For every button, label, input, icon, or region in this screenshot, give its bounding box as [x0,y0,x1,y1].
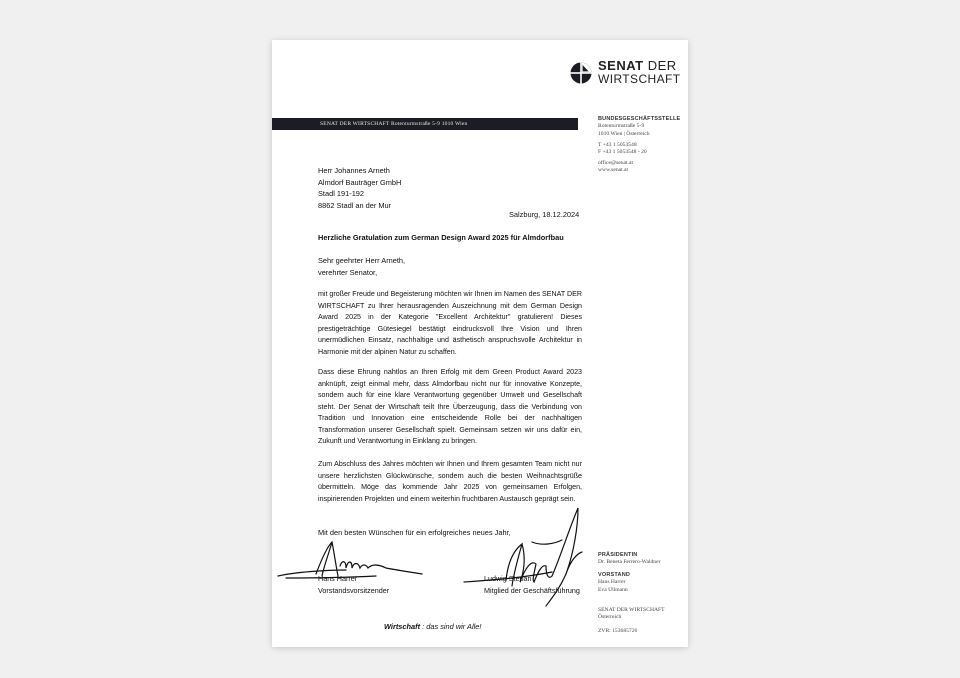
signatory-stepan [484,573,580,597]
board-name: Eva Ullmann [598,586,628,593]
brand-line-2: WIRTSCHAFT [598,72,681,86]
senat-logo-icon [570,62,592,84]
sidebar-board [598,572,630,594]
brand-line-1: SENAT DER [598,58,677,73]
salutation-line: Sehr geehrter Herr Arneth, [318,256,406,265]
sidebar-zvr [598,628,637,635]
office-line: 1010 Wien | Österreich [598,130,650,137]
signatory-title: Mitglied der Geschäftsführung [484,586,580,595]
signatory-name: Hans Harrer [318,574,358,583]
body-paragraph: mit großer Freude und Begeisterung möchten wir Ihnen im Namen des SENAT DER WIRTSCHAFT zu Ihrer herausragenden Auszeichnung mit dem German Design Award 2025 in der Kategorie "Excellent Architektur" gratulieren! Dieses prestigeträchtige Gütesiegel bestätigt eindrucksvoll Ihre Vision und Ihren unermüdlichen Einsatz, nachhaltige und ästhetisch anspruchsvolle Architektur in Harmonie mit der alpinen Natur zu schaffen. [318,290,582,356]
address-line: Herr Johannes Arneth [318,166,390,175]
website: www.senat.at [598,167,629,174]
letter-page [272,40,688,647]
signatory-harrer [318,573,389,597]
closing-line: Mit den besten Wünschen für ein erfolgreiches neues Jahr, [318,528,511,537]
sidebar-phone-block [598,142,647,157]
body-paragraph: Zum Abschluss des Jahres möchten wir Ihnen und Ihrem gesamten Team nicht nur unsere herzlichsten Glückwünsche, sondern auch die besten Weihnachtsgrüße übermitteln. Möge das kommende Jahr 2025 von gemeinsamen Erfolgen, inspirierenden Projekten und einem weiterhin fruchtbaren Austausch geprägt sein. [318,460,582,503]
board-heading: VORSTAND [598,572,631,578]
body-paragraph: Dass diese Ehrung nahtlos an Ihren Erfolg mit dem Green Product Award 2023 anknüpft, zeigt einmal mehr, dass Almdorfbau nicht nur für innovative Konzepte, sondern auch für eine klare Verantwortung gegenüber Umwelt und Gesellschaft steht. Der Senat der Wirtschaft teilt Ihre Überzeugung, dass die Verbindung von Tradition und Innovation eine entscheidende Rolle bei der nachhaltigen Transformation unserer Gesellschaft spielt. Gemeinsam setzen wir uns dafür ein, Zukunft und Verantwortung in Einklang zu bringen. [318,368,582,446]
letter-subject: Herzliche Gratulation zum German Design Award 2025 für Almdorfbau [318,233,564,242]
zvr-number: ZVR: 153685726 [598,628,638,634]
address-line: Almdorf Bauträger GmbH [318,177,402,187]
president-heading: PRÄSIDENTIN [598,552,638,558]
salutation [318,255,405,278]
email-address: office@senat.at [598,160,634,166]
sidebar-president [598,552,660,567]
org-country: Österreich [598,614,622,621]
sidebar-office [598,116,680,138]
board-name: Hans Harrer [598,579,626,586]
letterhead-bar: SENAT DER WIRTSCHAFT Rotenturmstraße 5-9 1010 Wien [272,118,578,130]
office-line: Rotenturmstraße 5-9 [598,123,645,130]
signatory-name: Ludwig Stepan [484,574,532,583]
sidebar-web-block [598,160,633,175]
office-heading: BUNDESGESCHÄFTSSTELLE [598,116,681,122]
letter-date: Salzburg, 18.12.2024 [509,210,580,219]
address-line: Stadl 191-192 [318,189,365,199]
fax-number: F +43 1 5053548 - 20 [598,149,647,156]
president-name: Dr. Beneta Ferrero-Waldner [598,559,661,566]
signatory-title: Vorstandsvorsitzender [318,586,390,595]
phone-number: T +43 1 5053548 [598,142,637,148]
address-line: 8862 Stadl an der Mur [318,200,392,210]
org-name: SENAT DER WIRTSCHAFT [598,607,665,613]
footer-tagline: Wirtschaft : das sind wir Alle! [384,622,482,631]
salutation-line: verehrter Senator, [318,267,378,277]
sidebar-org [598,607,665,622]
recipient-address [318,165,401,211]
